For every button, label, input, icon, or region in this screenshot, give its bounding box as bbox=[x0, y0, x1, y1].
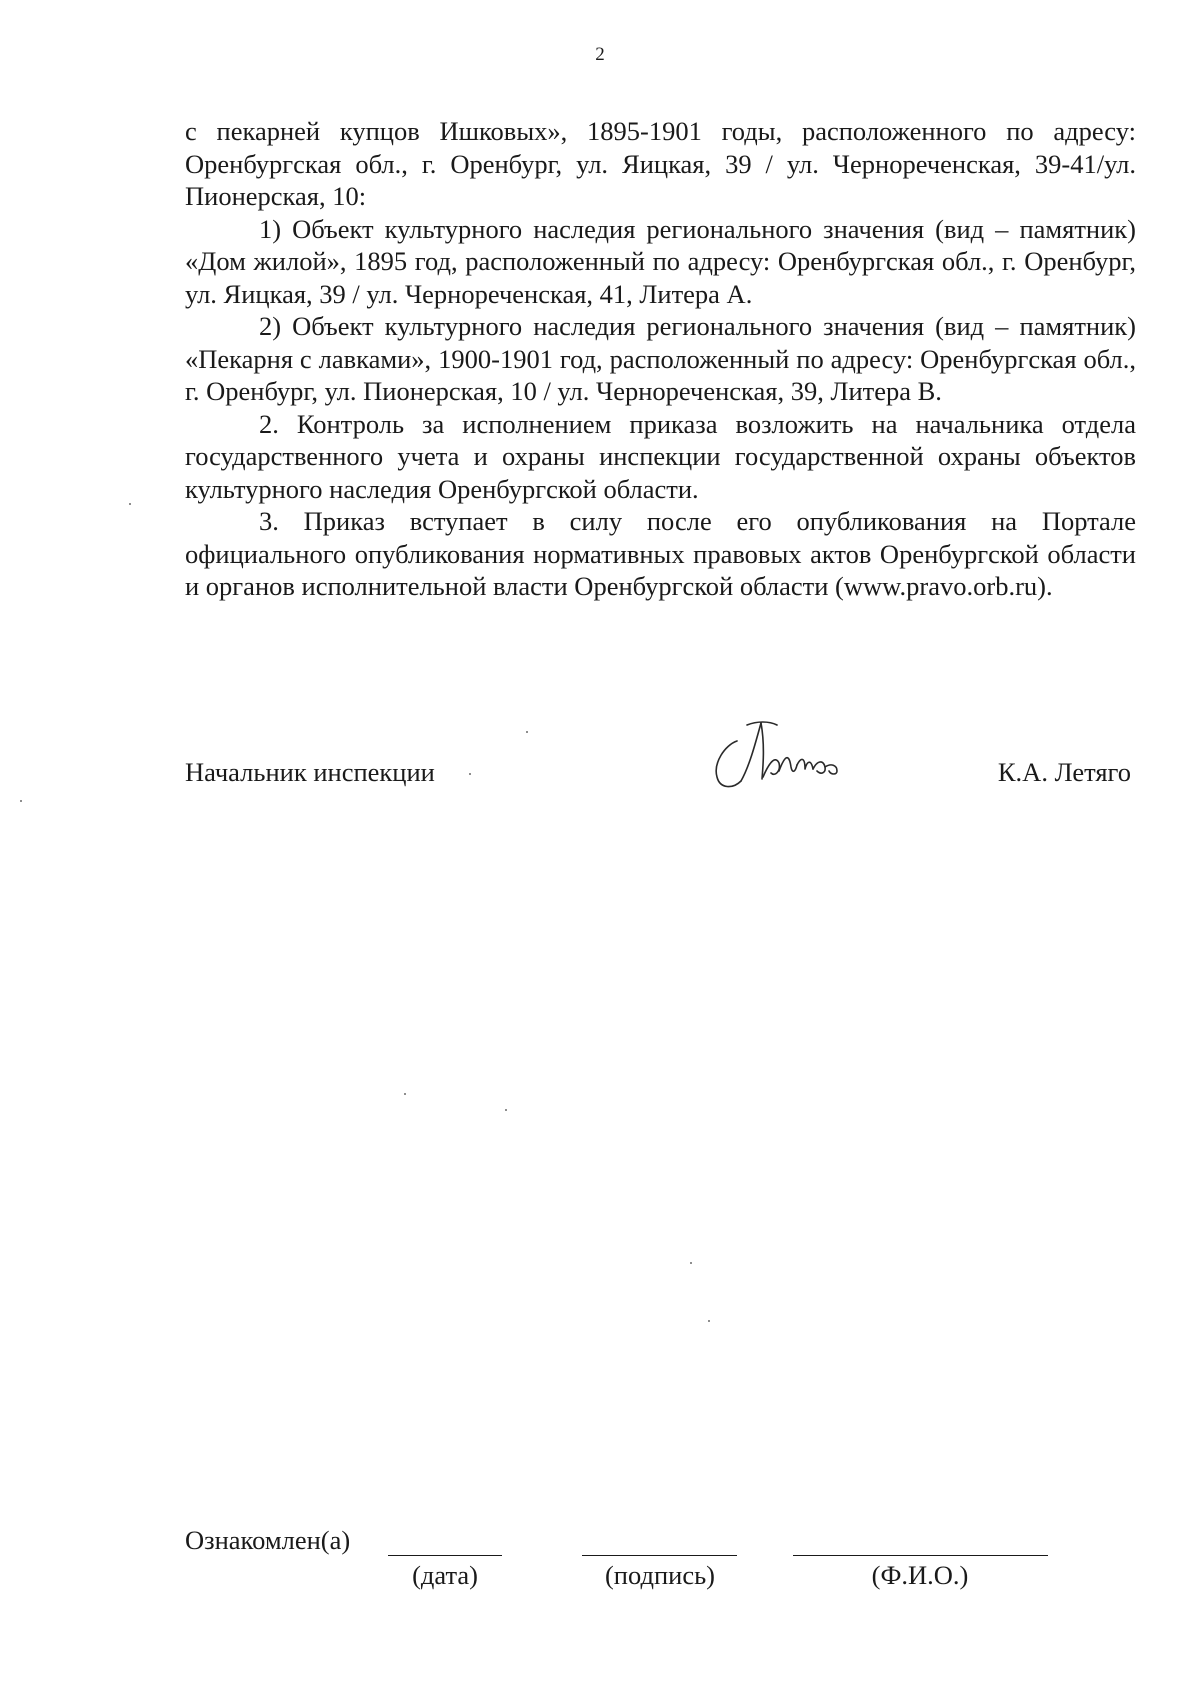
page-number: 2 bbox=[595, 44, 605, 65]
handwritten-signature bbox=[705, 715, 855, 795]
date-blank-line bbox=[388, 1555, 502, 1556]
scan-speck bbox=[129, 503, 131, 505]
scan-speck bbox=[690, 1262, 692, 1264]
signatory-name: К.А. Летяго bbox=[997, 757, 1131, 787]
signatory-title: Начальник инспекции bbox=[185, 757, 435, 787]
scan-speck bbox=[505, 1109, 507, 1111]
paragraph-item-1: 1) Объект культурного наследия регионального значения (вид – памятник) «Дом жилой», 1895 год, расположенный по адресу: Оренбургская обл., г. Оренбург, ул. Яицкая, 39 / ул. Чернореченская, 41, Литера А. bbox=[185, 213, 1136, 309]
acknowledgement-label: Ознакомлен(а) bbox=[185, 1525, 351, 1555]
scan-speck bbox=[404, 1093, 406, 1095]
scan-speck bbox=[20, 800, 22, 802]
name-blank-line bbox=[793, 1555, 1048, 1556]
scan-speck bbox=[708, 1320, 710, 1322]
signature-caption: (подпись) bbox=[604, 1560, 715, 1590]
paragraph-clause-2: 2. Контроль за исполнением приказа возложить на начальника отдела государственного учета и охраны инспекции государственной охраны объектов культурного наследия Оренбургской области. bbox=[185, 408, 1136, 504]
signature-blank-line bbox=[582, 1555, 737, 1556]
paragraph-continuation: с пекарней купцов Ишковых», 1895-1901 годы, расположенного по адресу: Оренбургская обл., г. Оренбург, ул. Яицкая, 39 / ул. Чернореченская, 39-41/ул. Пионерская, 10: bbox=[185, 116, 1136, 211]
scan-speck bbox=[469, 773, 471, 775]
date-caption: (дата) bbox=[412, 1560, 478, 1590]
paragraph-item-2: 2) Объект культурного наследия регионального значения (вид – памятник) «Пекарня с лавками», 1900-1901 год, расположенный по адресу: Оренбургская обл., г. Оренбург, ул. Пионерская, 10 / ул. Чернореченская, 39, Литера В. bbox=[185, 311, 1136, 406]
name-caption: (Ф.И.О.) bbox=[871, 1560, 969, 1590]
scan-speck bbox=[526, 731, 528, 733]
paragraph-clause-3: 3. Приказ вступает в силу после его опубликования на Портале официального опубликования нормативных правовых актов Оренбургской области и органов исполнительной власти Оренбургской области (www.pravo.orb.ru). bbox=[185, 506, 1136, 601]
document-body bbox=[185, 115, 1136, 603]
